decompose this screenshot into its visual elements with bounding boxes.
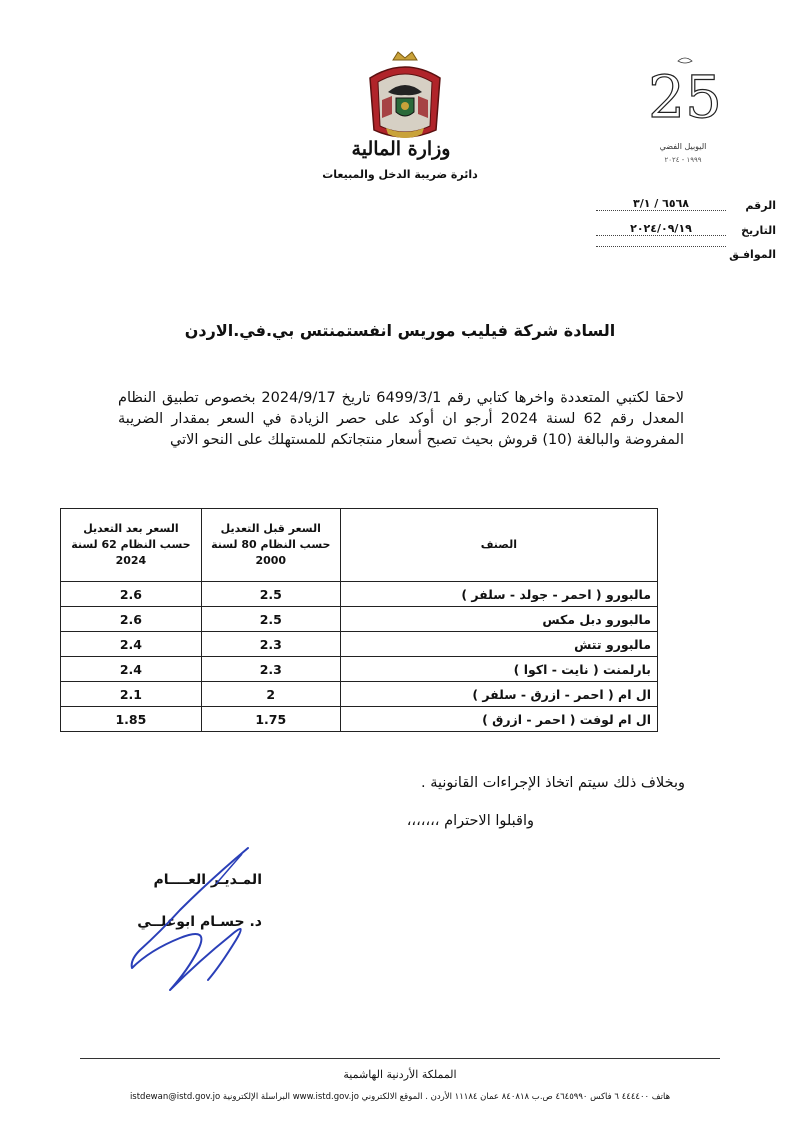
- signatory-title: المـديـر العــــام: [153, 872, 262, 888]
- price-before: 2.5: [201, 582, 340, 607]
- signatory-name: د. حسـام ابوعلــي: [137, 914, 262, 930]
- footer-kingdom-name: المملكة الأردنية الهاشمية: [343, 1068, 457, 1081]
- anniversary-years: ١٩٩٩ - ٢٠٢٤: [664, 156, 702, 164]
- item-name: ال ام ( احمر - ازرق - سلفر ): [340, 682, 657, 707]
- price-after: 2.1: [61, 682, 202, 707]
- closing-legal-notice: وبخلاف ذلك سيتم اتخاذ الإجراءات القانونية .: [421, 775, 685, 791]
- table-row: [61, 607, 658, 632]
- reference-number-row: [590, 197, 776, 219]
- header-price-after: السعر بعد التعديل حسب النظام 62 لسنة 2024: [61, 509, 202, 582]
- price-after: 1.85: [61, 707, 202, 732]
- reference-hijri-label: الموافـق: [729, 248, 776, 261]
- item-name: مالبورو دبل مكس: [340, 607, 657, 632]
- footer-divider: [80, 1058, 720, 1059]
- table-row: [61, 657, 658, 682]
- department-name: دائرة ضريبة الدخل والمبيعات: [322, 168, 478, 181]
- reference-number-label: الرقم: [745, 199, 776, 212]
- table-row: [61, 632, 658, 657]
- reference-date-label: التاريخ: [741, 224, 776, 237]
- anniversary-number: 25: [648, 63, 722, 131]
- reference-date-value: ٢٠٢٤/٠٩/١٩: [596, 222, 726, 236]
- item-name: بارلمنت ( نايت - اكوا ): [340, 657, 657, 682]
- price-table: [60, 508, 658, 732]
- reference-date-row: [590, 222, 776, 244]
- table-row: [61, 582, 658, 607]
- item-name: ال ام لوفت ( احمر - ازرق ): [340, 707, 657, 732]
- reference-hijri-value: [596, 246, 726, 247]
- header-price-before: السعر قبل التعديل حسب النظام 80 لسنة 2000: [201, 509, 340, 582]
- closing-regards: واقبلوا الاحترام ،،،،،،،: [406, 813, 534, 829]
- letter-addressee: السادة شركة فيليب موريس انفستمنتس بي.في.الاردن: [184, 321, 616, 340]
- jordan-coat-of-arms-emblem: [360, 48, 450, 148]
- handwritten-signature: [110, 840, 270, 1000]
- price-after: 2.6: [61, 582, 202, 607]
- price-after: 2.4: [61, 657, 202, 682]
- price-after: 2.6: [61, 607, 202, 632]
- price-after: 2.4: [61, 632, 202, 657]
- price-before: 2.3: [201, 657, 340, 682]
- price-before: 2: [201, 682, 340, 707]
- price-before: 1.75: [201, 707, 340, 732]
- reference-number-value: ٦٥٦٨ / ٣/١: [596, 197, 726, 211]
- ministry-name: وزارة المالية: [351, 138, 451, 160]
- price-before: 2.5: [201, 607, 340, 632]
- reference-hijri-row: [590, 246, 776, 268]
- table-row: [61, 682, 658, 707]
- price-table-header-row: [61, 509, 658, 582]
- letter-body: لاحقا لكتبي المتعددة واخرها كتابي رقم 6499/3/1 تاريخ 2024/9/17 بخصوص تطبيق النظام المعدل رقم 62 لسنة 2024 أرجو ان أوكد على حصر الزيادة في السعر بمقدار الضريبة المفروضة والبالغة (10) قروش بحيث تصبح أسعار منتجاتكم للمستهلك على النحو الاتي: [118, 390, 684, 448]
- item-name: مالبورو تتش: [340, 632, 657, 657]
- item-name: مالبورو ( احمر - جولد - سلفر ): [340, 582, 657, 607]
- footer-contact-info: هاتف ٤٤٤٤٠٠ ٦ فاكس ٤٦٤٥٩٩٠ ص.ب ٨٤٠٨١٨ عمان ١١١٨٤ الأردن . الموقع الالكتروني www.istd.gov.jo البراسلة الإلكترونية istdewan@istd.gov.jo: [129, 1092, 671, 1102]
- table-row: [61, 707, 658, 732]
- header-item: الصنف: [340, 509, 657, 582]
- anniversary-caption: اليوبيل الفضي: [659, 142, 707, 151]
- price-before: 2.3: [201, 632, 340, 657]
